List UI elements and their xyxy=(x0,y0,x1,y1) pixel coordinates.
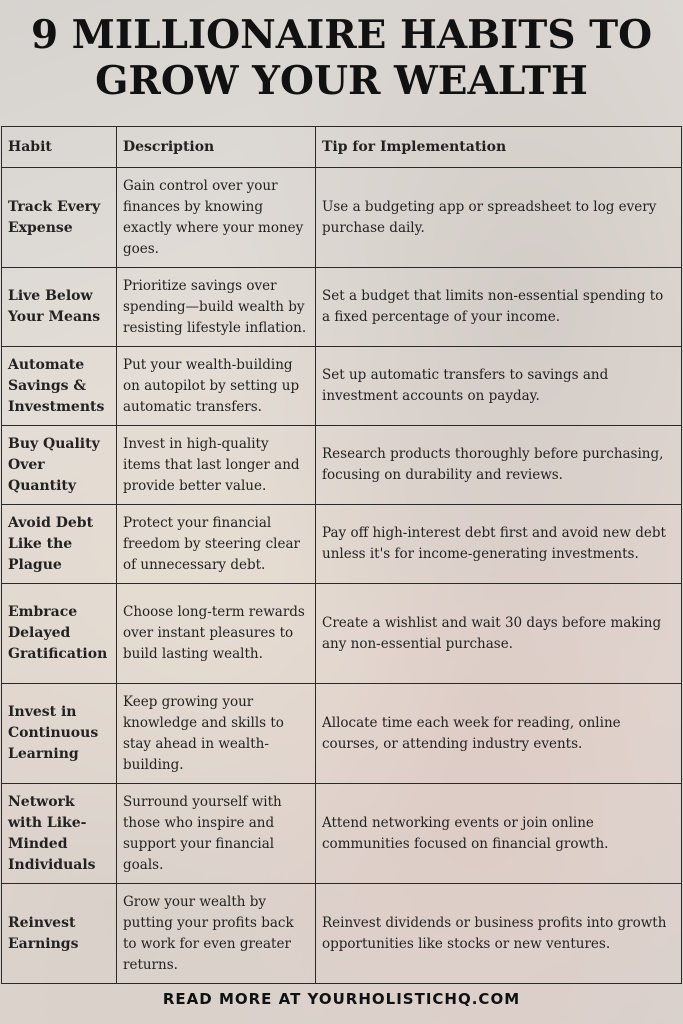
habit-description: Put your wealth-building on autopilot by setting up automatic transfers. xyxy=(117,347,316,426)
habit-tip: Create a wishlist and wait 30 days before making any non-essential purchase. xyxy=(316,584,682,684)
habit-tip: Use a budgeting app or spreadsheet to log every purchase daily. xyxy=(316,168,682,268)
habit-description: Surround yourself with those who inspire and support your financial goals. xyxy=(117,784,316,884)
habit-tip: Attend networking events or join online communities focused on financial growth. xyxy=(316,784,682,884)
table-row xyxy=(2,784,682,884)
habit-description: Keep growing your knowledge and skills to stay ahead in wealth-building. xyxy=(117,684,316,784)
table-row xyxy=(2,168,682,268)
habit-tip: Research products thoroughly before purchasing, focusing on durability and reviews. xyxy=(316,426,682,505)
habit-name: Avoid Debt Like the Plague xyxy=(2,505,117,584)
header-habit: Habit xyxy=(2,127,117,168)
habit-description: Grow your wealth by putting your profits back to work for even greater returns. xyxy=(117,884,316,984)
table-row xyxy=(2,584,682,684)
table-row xyxy=(2,347,682,426)
header-tip: Tip for Implementation xyxy=(316,127,682,168)
habit-tip: Set a budget that limits non-essential spending to a fixed percentage of your income. xyxy=(316,268,682,347)
habits-table xyxy=(1,126,682,984)
habit-name: Buy Quality Over Quantity xyxy=(2,426,117,505)
habit-description: Choose long-term rewards over instant pleasures to build lasting wealth. xyxy=(117,584,316,684)
habit-name: Network with Like-Minded Individuals xyxy=(2,784,117,884)
habit-name: Track Every Expense xyxy=(2,168,117,268)
table-row xyxy=(2,884,682,984)
habit-name: Automate Savings & Investments xyxy=(2,347,117,426)
table-row xyxy=(2,268,682,347)
read-more-footer: READ MORE AT YOURHOLISTICHQ.COM xyxy=(162,990,521,1008)
habit-tip: Reinvest dividends or business profits into growth opportunities like stocks or new ventures. xyxy=(316,884,682,984)
habit-tip: Set up automatic transfers to savings and investment accounts on payday. xyxy=(316,347,682,426)
title-line-1: 9 MILLIONAIRE HABITS TO xyxy=(30,12,653,58)
habit-description: Gain control over your finances by knowing exactly where your money goes. xyxy=(117,168,316,268)
header-description: Description xyxy=(117,127,316,168)
habit-description: Prioritize savings over spending—build wealth by resisting lifestyle inflation. xyxy=(117,268,316,347)
habit-name: Reinvest Earnings xyxy=(2,884,117,984)
page-title xyxy=(0,12,683,104)
habit-description: Protect your financial freedom by steering clear of unnecessary debt. xyxy=(117,505,316,584)
table-row xyxy=(2,684,682,784)
habit-name: Live Below Your Means xyxy=(2,268,117,347)
habit-tip: Allocate time each week for reading, online courses, or attending industry events. xyxy=(316,684,682,784)
table-row xyxy=(2,426,682,505)
title-line-2: GROW YOUR WEALTH xyxy=(95,58,588,104)
table-header-row xyxy=(2,127,682,168)
table-row xyxy=(2,505,682,584)
habit-name: Embrace Delayed Gratification xyxy=(2,584,117,684)
habit-tip: Pay off high-interest debt first and avoid new debt unless it's for income-generating investments. xyxy=(316,505,682,584)
habit-description: Invest in high-quality items that last longer and provide better value. xyxy=(117,426,316,505)
habit-name: Invest in Continuous Learning xyxy=(2,684,117,784)
